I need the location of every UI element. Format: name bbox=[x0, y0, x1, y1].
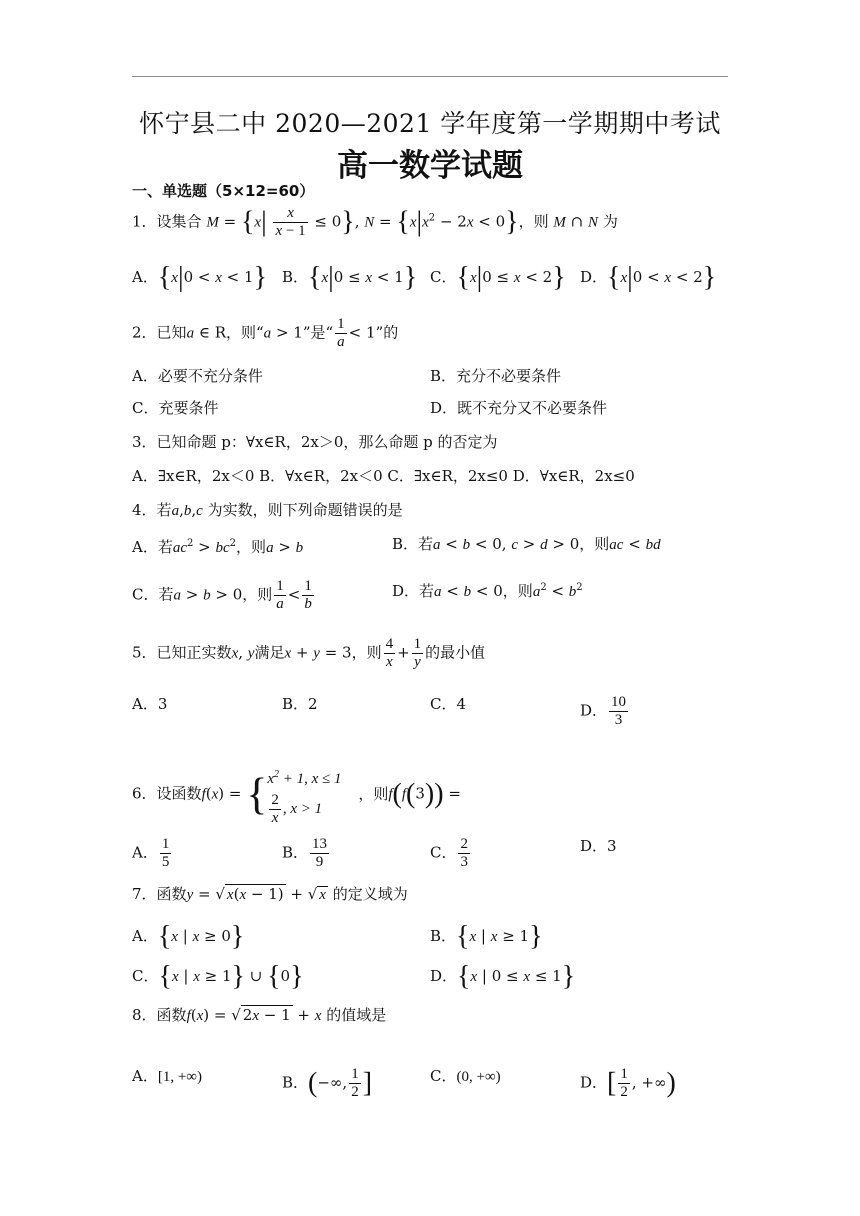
q6-option-b: B． $\frac{13}{9}$ bbox=[282, 836, 328, 870]
q5-option-b: B．2 bbox=[282, 695, 318, 713]
q5-option-d: D． $\frac{10}{3}$ bbox=[580, 694, 627, 728]
exam-title: 怀宁县二中 2020—2021 学年度第一学期期中考试 bbox=[139, 109, 721, 138]
question-4: 4．若a,b,c 为实数，则下列命题错误的是 bbox=[132, 501, 403, 519]
q8-option-d: D．[ $\frac{1}{2}$ , +∞) bbox=[580, 1066, 676, 1100]
q1-option-d: D．{x|0 < x < 2} bbox=[580, 262, 717, 293]
q6-option-d: D．3 bbox=[580, 837, 617, 855]
q1-option-c: C．{x|0 ≤ x < 2} bbox=[430, 262, 566, 293]
q6-option-a: A． $\frac{1}{5}$ bbox=[132, 836, 170, 870]
q3-options: A．∃x∈R，2x＜0 B．∀x∈R，2x＜0 C．∃x∈R，2x≤0 D．∀x∈R，2x≤0 bbox=[132, 467, 635, 485]
q7-option-b: B．{x | x ≥ 1} bbox=[430, 921, 543, 952]
header-rule bbox=[132, 76, 728, 77]
q5-option-a: A．3 bbox=[132, 695, 168, 713]
section-heading: 一、单选题（5×12=60） bbox=[132, 182, 315, 200]
question-1: 1．设集合 M = {x| $\frac{x}{x - 1}$ ≤ 0}, $N = \{x|x^2 - 2x < 0\}$，则 M ∩ N 为 bbox=[132, 205, 618, 239]
q6-option-c: C． $\frac{2}{3}$ bbox=[430, 836, 468, 870]
q2-option-c: C．充要条件 bbox=[132, 399, 219, 417]
q7-option-a: A．{x | x ≥ 0} bbox=[132, 921, 245, 952]
question-2: 2．已知a ∈ R，则“a > 1”是“ $\frac{1}{a}$ < 1”的 bbox=[132, 316, 399, 350]
q5-option-c: C．4 bbox=[430, 695, 467, 713]
question-7: 7．函数y = √ x(x − 1) + √ x 的定义域为 bbox=[132, 885, 408, 903]
exam-subtitle: 高一数学试题 bbox=[337, 148, 523, 184]
q8-option-b: B．(−∞, $\frac{1}{2}$ ] bbox=[282, 1066, 373, 1100]
question-5: 5．已知正实数x, y满足x + y = 3，则 $\frac{4}{x}$ + $\frac{1}{y}$ 的最小值 bbox=[132, 636, 486, 670]
q8-option-c: C．(0, +∞) bbox=[430, 1067, 501, 1085]
q2-option-a: A．必要不充分条件 bbox=[132, 367, 263, 385]
q4-option-b: B．若a < b < 0, c > d > 0，则ac < bd bbox=[392, 535, 661, 553]
q8-option-a: A．[1, +∞) bbox=[132, 1067, 202, 1085]
question-6: 6．设函数$f(x) = \{x^2 + 1$, x ≤ 1 $\frac{2}{x}$ , x > 1 ，则f(f(3)) = bbox=[132, 769, 461, 826]
q1-option-a: A．{x|0 < x < 1} bbox=[132, 262, 268, 293]
q7-option-d: D．{x | 0 ≤ x ≤ 1} bbox=[430, 961, 576, 992]
question-8: 8．函数f(x) = √ 2x − 1 + x 的值域是 bbox=[132, 1006, 387, 1024]
q2-option-d: D．既不充分又不必要条件 bbox=[430, 399, 608, 417]
q4-option-a: A．若$ac^2 > bc^2$，则a > b bbox=[132, 538, 304, 556]
q7-option-c: C．{x | x ≥ 1} ∪ {0} bbox=[132, 961, 304, 992]
q4-option-d: D．若a < b < 0，则$a^2 < b^2$ bbox=[392, 582, 583, 600]
q2-option-b: B．充分不必要条件 bbox=[430, 367, 562, 385]
question-3: 3．已知命题 p：∀x∈R，2x＞0，那么命题 p 的否定为 bbox=[132, 433, 498, 451]
q4-option-c: C．若a > b > 0，则 $\frac{1}{a}$ < $\frac{1}{b}$ bbox=[132, 578, 312, 612]
q1-option-b: B．{x|0 ≤ x < 1} bbox=[282, 262, 418, 293]
